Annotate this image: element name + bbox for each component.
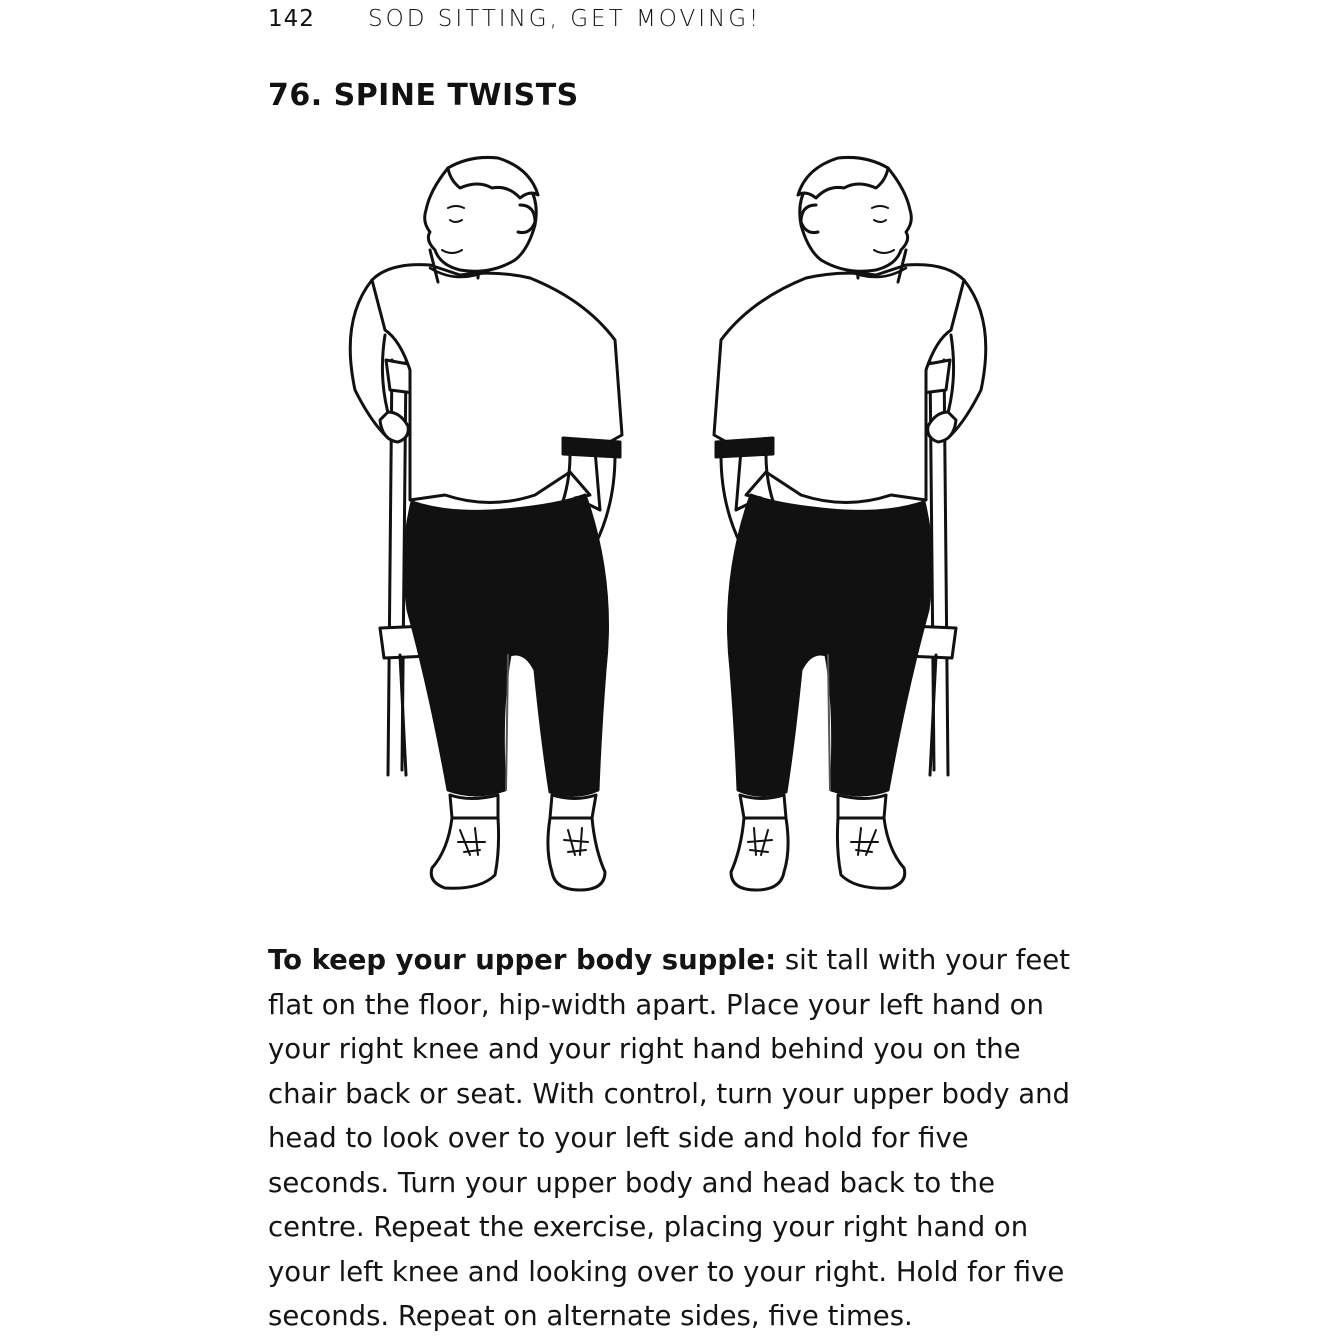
instructions-body: sit tall with your feet flat on the floor, hip-width apart. Place your left hand on your right knee and your right hand behind you on the chair back or seat. With control, turn your upper body and head to look over to your left side and hold for five seconds. Turn your upper body and head back to the centre. Repeat the exercise, placing your right hand on your left knee and looking over to your right. Hold for five seconds. Repeat on alternate sides, five times. — [268, 944, 1070, 1332]
instructions-lead: To keep your upper body supple: — [268, 944, 777, 976]
exercise-title: 76. SPINE TWISTS — [268, 78, 579, 113]
instructions-paragraph — [268, 938, 1088, 1339]
running-head — [268, 2, 761, 36]
running-title: SOD SITTING, GET MOVING! — [368, 6, 762, 32]
page-number: 142 — [268, 6, 315, 32]
spine-twist-illustration — [318, 145, 1018, 900]
